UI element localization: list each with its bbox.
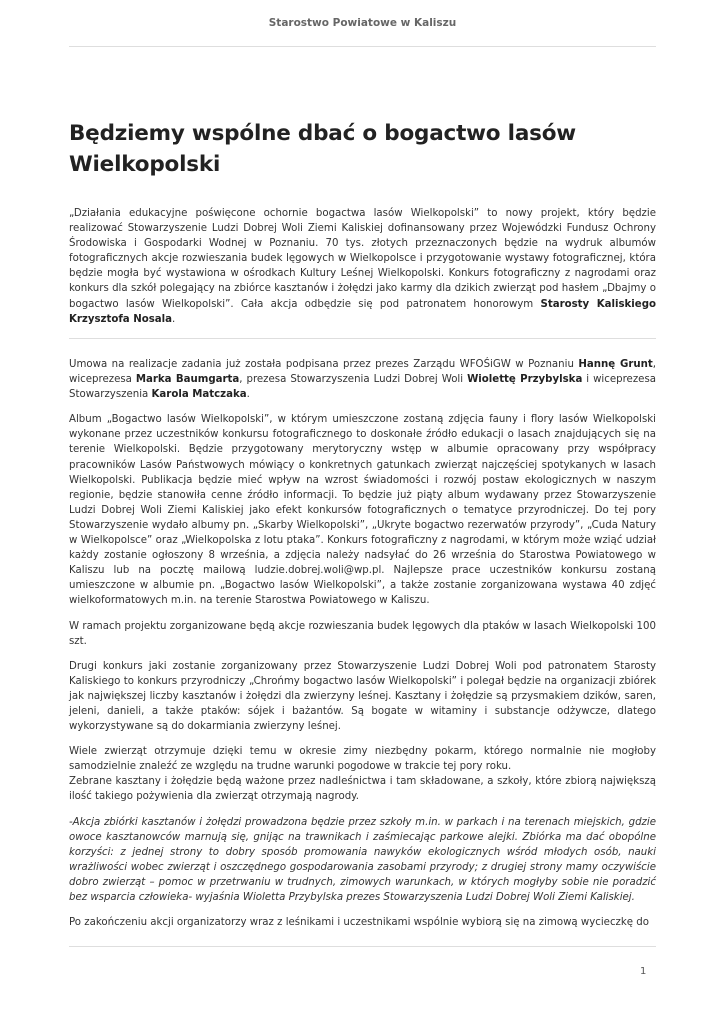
quote-paragraph: -Akcja zbiórki kasztanów i żołędzi prowadzona będzie przez szkoły m.in. w parkach i na terenach miejskich, gdzie owoce kasztanowców marnują się, gnijąc na trawnikach i zaśmiecając parkowe alejki. Zbiórka ma dać obopólne korzyści: z jednej strony to dobry sposób promowania nawyków ekologicznych wśród młodych osób, nauki wrażliwości wobec zwierząt i oszczędnego gospodarowania zasobami przyrody; z drugiej strony mamy oczywiście dobro zwierząt – pomoc w przetrwaniu w trudnych, zimowych warunkach, w których mogłyby sobie nie poradzić bez wsparcia człowieka- wyjaśnia Wioletta Przybylska prezes Stowarzyszenia Ludzi Dobrej Woli Ziemi Kaliskiej. bbox=[69, 816, 656, 903]
contest-paragraph: Drugi konkurs jaki zostanie zorganizowany przez Stowarzyszenie Ludzi Dobrej Woli pod patronatem Starosty Kaliskiego to konkurs przyrodniczy „Chrońmy bogactwo lasów Wielkopolski” i polegał będzie na organizacji zbiórek jak największej liczby kasztanów i żołędzi dla zwierzyny leśnej. Kasztany i żołędzie są przysmakiem dzików, saren, jeleni, danieli, a także ptaków: sójek i bażantów. Są bogate w witaminy i substancje odżywcze, dlatego wykorzystywane są do dokarmiania zwierzyny leśnej. bbox=[69, 660, 656, 733]
section-divider bbox=[69, 338, 656, 339]
contract-paragraph: Umowa na realizacje zadania już została podpisana przez prezes Zarządu WFOŚiGW w Poznaniu Hannę Grunt, wiceprezesa Marka Baumgarta, prezesa Stowarzyszenia Ludzi Dobrej Woli Wiolettę Przybylska i wiceprezesa Stowarzyszenia Karola Matczaka. bbox=[69, 359, 656, 401]
footer-divider bbox=[69, 946, 656, 947]
page-header: Starostwo Powiatowe w Kaliszu bbox=[268, 17, 457, 29]
patron-name: Starosty Kaliskiego Krzysztofa Nosala bbox=[69, 298, 657, 325]
prizes-paragraph: Zebrane kasztany i żołędzie będą ważone przez nadleśnictwa i tam składowane, a szkoły, które zbiorą największą ilość takiego pożywienia dla zwierząt otrzymają nagrody. bbox=[69, 776, 656, 803]
article-title: Będziemy wspólne dbać o bogactwo lasów Wielkopolski bbox=[69, 121, 576, 177]
article-body bbox=[69, 357, 656, 930]
closing-paragraph: Po zakończeniu akcji organizatorzy wraz z leśnikami i uczestnikami wspólnie wybiorą się na zimową wycieczkę do bbox=[69, 917, 650, 929]
page-number: 1 bbox=[640, 966, 647, 977]
header-divider bbox=[69, 46, 656, 47]
lead-paragraph: „Działania edukacyjne poświęcone ochornie bogactwa lasów Wielkopolski” to nowy projekt, który będzie realizować Stowarzyszenie Ludzi Dobrej Woli Ziemi Kaliskiej dofinansowany przez Wojewódzki Fundusz Ochrony Środowiska i Gospodarki Wodnej w Poznaniu. 70 tys. złotych przeznaczonych będzie na wydruk albumów fotograficznych akcje rozwieszania budek lęgowych w Wielkopolsce i przygotowanie wystawy fotograficznej, która będzie mogła być wystawiona w ośrodkach Kultury Leśnej Wielkopolski. Konkurs fotograficzny z nagrodami oraz konkurs dla szkół polegający na zbiórce kasztanów i żołędzi jako karmy dla dzikich zwierząt pod hasłem „Dbajmy o bogactwo lasów Wielkopolski”. Cała akcja odbędzie się pod patronatem honorowym Starosty Kaliskiego Krzysztofa Nosala. bbox=[69, 208, 657, 325]
album-paragraph: Album „Bogactwo lasów Wielkopolski”, w którym umieszczone zostaną zdjęcia fauny i flory lasów Wielkopolski wykonane przez uczestników konkursu fotograficznego to doskonałe źródło edukacji o lasach znajdujących się na terenie Wielkopolski. Będzie przygotowany merytoryczny wstęp w albumie opracowany przy współpracy pracowników Lasów Państwowych mówiący o konkretnych gatunkach zwierząt najczęściej spotykanych w lasach Wielkopolski. Publikacja będzie mieć wpływ na wzrost świadomości i rozwój postaw ekologicznych w naszym regionie, będzie stanowiła cenne źródło informacji. To będzie już piąty album wydawany przez Stowarzyszenie Ludzi Dobrej Woli Ziemi Kaliskiej jako efekt konkursów fotograficznych o tematyce przyrodniczej. Do tej pory Stowarzyszenie wydało albumy pn. „Skarby Wielkopolski”, „Ukryte bogactwo rezerwatów przyrody”, „Cuda Natury w Wielkopolsce” oraz „Wielkopolska z lotu ptaka”. Konkurs fotograficzny z nagrodami, w którym może wziąć udział każdy zostanie ogłoszony 8 września, a zdjęcia należy nadsyłać do 26 września do Starostwa Powiatowego w Kaliszu lub na pocztę mailową ludzie.dobrej.woli@wp.pl. Najlepsze prace uczestników konkursu zostaną umieszczone w albumie pn. „Bogactwo lasów Wielkopolski”, a także zostanie zorganizowana wystawa 40 zdjęć wielkoformatowych m.in. na terenie Starostwa Powiatowego w Kaliszu. bbox=[69, 414, 656, 607]
lead-text: „Działania edukacyjne poświęcone ochornie bogactwa lasów Wielkopolski” to nowy projekt, który będzie realizować Stowarzyszenie Ludzi Dobrej Woli Ziemi Kaliskiej dofinansowany przez Wojewódzki Fundusz Ochrony Środowiska i Gospodarki Wodnej w Poznaniu. 70 tys. złotych przeznaczonych będzie na wydruk albumów fotograficznych akcje rozwieszania budek lęgowych w Wielkopolsce i przygotowanie wystawy fotograficznej, która będzie mogła być wystawiona w ośrodkach Kultury Leśnej Wielkopolski. Konkurs fotograficzny z nagrodami oraz konkurs dla szkół polegający na zbiórce kasztanów i żołędzi jako karmy dla dzikich zwierząt pod hasłem „Dbajmy o bogactwo lasów Wielkopolski”. Cała akcja odbędzie się pod patronatem honorowym bbox=[69, 208, 656, 310]
lead-section bbox=[69, 206, 656, 327]
birdhouses-paragraph: W ramach projektu zorganizowane będą akcje rozwieszania budek lęgowych dla ptaków w lasach Wielkopolski 100 szt. bbox=[69, 620, 656, 647]
winter-paragraph: Wiele zwierząt otrzymuje dzięki temu w okresie zimy niezbędny pokarm, którego normalnie nie mogłoby samodzielnie znaleźć ze względu na trudne warunki pogodowe w trakcie tej pory roku. bbox=[69, 746, 656, 773]
